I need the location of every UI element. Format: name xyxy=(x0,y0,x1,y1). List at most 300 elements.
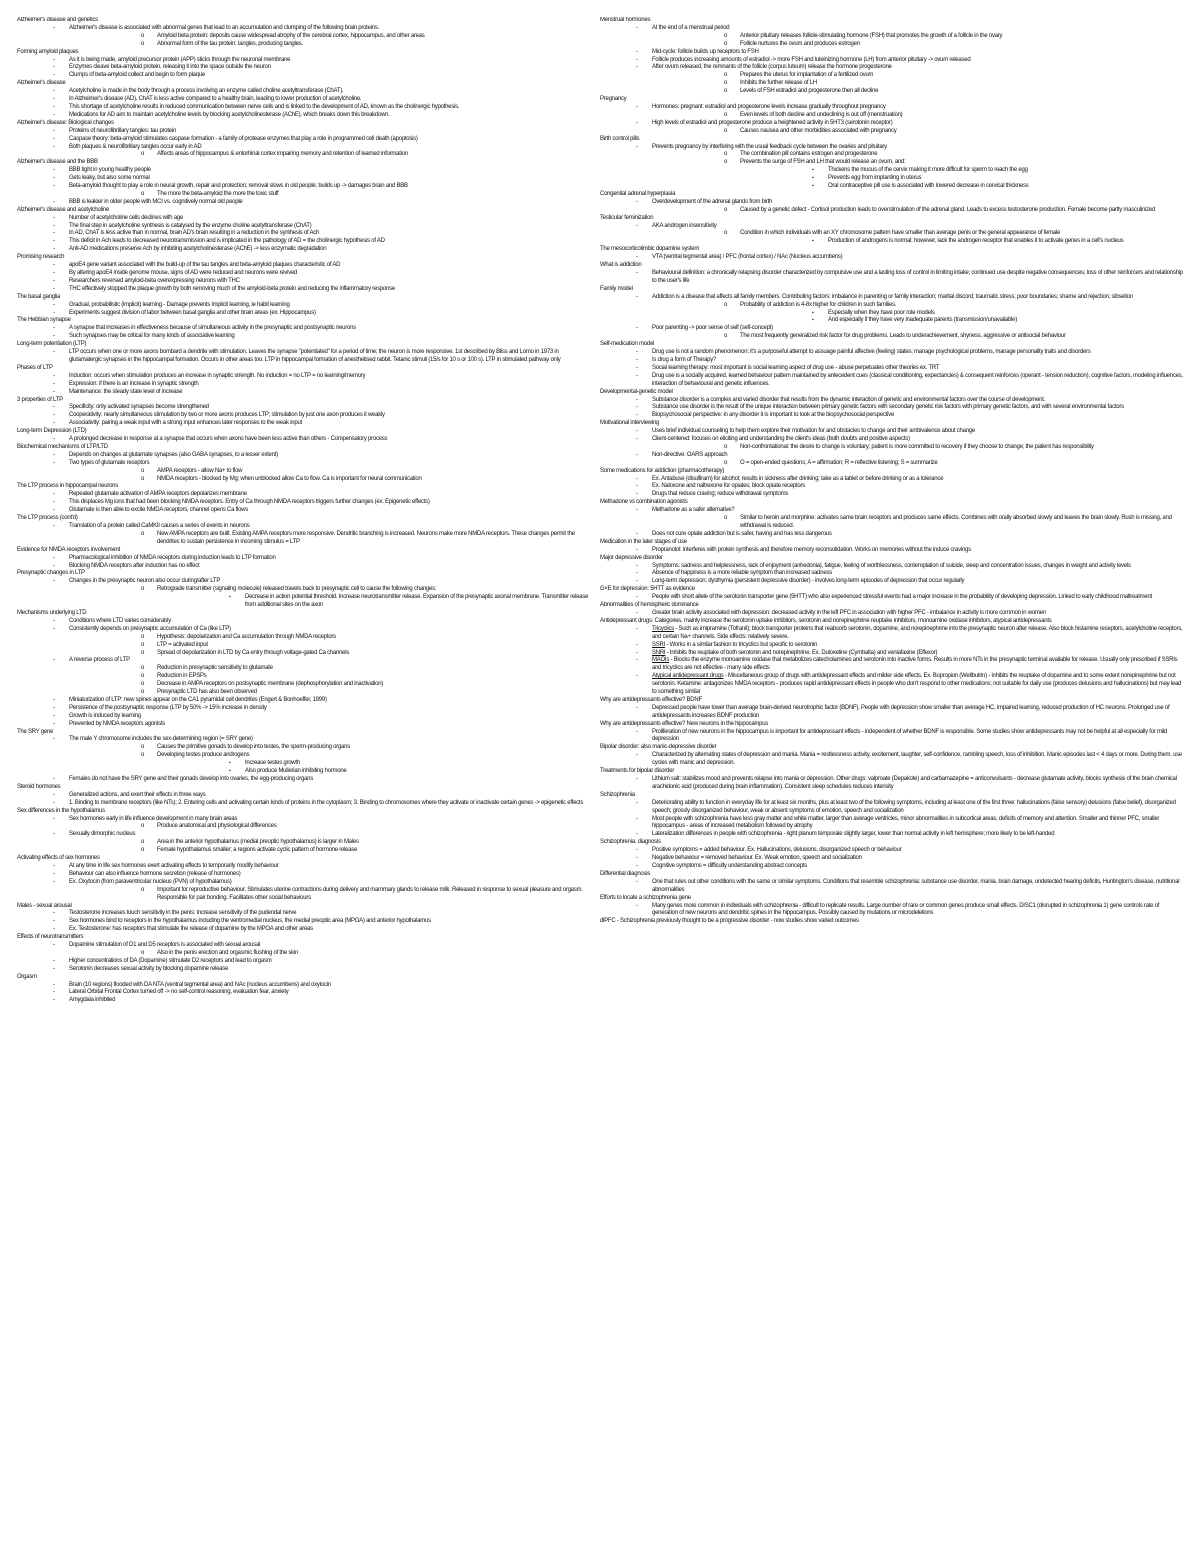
section-heading xyxy=(17,397,592,405)
item-text: Dopamine stimulation of D1 and D5 receptors is associated with sexual arousal xyxy=(69,942,261,949)
item-text: LTP occurs when one or more axons bombard a dendrite with stimulation. Leaves the synapse "potentiated" for a period of time; the neuron is more responsive. 1st described by Bliss and Lomo in 1973 in glutamatergic synapses in the hippocampal formation. Occurs in other areas too. LTP in hippocampal formation of anesthetised rabbit. Tetanic stimuli (15/s for 10 s or 100 s). LTP in stimulated pathway only xyxy=(69,349,561,363)
section-heading xyxy=(600,539,1183,547)
item-text: Presynaptic LTD has also been observed xyxy=(157,689,257,696)
list-item xyxy=(17,626,592,634)
item-text: 3 properties of LTP xyxy=(17,396,63,403)
item-text: Motivational interviewing xyxy=(600,420,660,427)
item-text: Increase testes growth xyxy=(245,760,300,767)
item-text: - Inhibits the reuptake of both serotonin and norepinephrine. Ex. Duloxetine (Cymbalta) and venlafaxine (Effexor) xyxy=(665,649,938,656)
item-text: Substance use disorder is the result of the unique interaction between primary genetic factors with secondary genetic risk factors with primary genetic factors, and with several environmental factors xyxy=(652,404,1124,411)
list-item xyxy=(17,800,592,808)
item-text: Reduction in presynaptic sensitivity to glutamate xyxy=(157,665,273,672)
section-heading xyxy=(17,808,592,816)
item-text: Biochemical mechanisms of LTP/LTD xyxy=(17,443,108,450)
list-item xyxy=(600,816,1183,832)
list-item xyxy=(600,428,1183,436)
underlined-term: Atypical antidepressant drugs xyxy=(652,673,724,680)
item-text: Activating effects of sex hormones xyxy=(17,855,100,862)
list-item xyxy=(17,404,592,412)
item-text: Higher concentrations of DA (Dopamine) stimulate D2 receptors and lead to orgasm xyxy=(69,957,272,964)
item-text: Long-term potentiation (LTP) xyxy=(17,341,87,348)
list-item xyxy=(600,49,1183,57)
item-text: Some medications for addiction (pharmacotherapy) xyxy=(600,467,725,474)
list-item xyxy=(600,373,1183,389)
item-text: Conditions where LTD varies considerably xyxy=(69,617,171,624)
item-text: Gradual, probabilistic (implicit) learning - Damage prevents implicit learning, ie habit learning xyxy=(69,301,290,308)
item-text: dlPFC - Schizophrenia previously thought to be a progressive disorder - now studies show varied outcomes xyxy=(600,918,859,925)
list-item xyxy=(17,586,592,594)
list-item xyxy=(17,199,592,207)
section-heading xyxy=(600,389,1183,397)
list-item xyxy=(17,752,592,760)
list-item xyxy=(600,444,1183,452)
list-item xyxy=(600,879,1183,895)
item-text: Area in the anterior hypothalamus (medial preoptic hypothalamus) is larger in Males xyxy=(157,839,359,846)
item-text: Differential diagnosis xyxy=(600,870,651,877)
section-heading xyxy=(600,555,1183,563)
item-text: The LTP process (cont'd) xyxy=(17,515,78,522)
list-item xyxy=(17,468,592,476)
list-item xyxy=(600,310,1183,318)
section-heading xyxy=(17,341,592,349)
list-item xyxy=(600,729,1183,745)
section-heading xyxy=(600,618,1183,626)
item-text: A prolonged decrease in response at a synapse that occurs when axons have been less active than others - Compensatory process xyxy=(69,436,388,443)
item-text: Addiction is a disease that affects all family members. Contributing factors: imbalance in parenting or family interaction; marital discord; traumatic stress; poor boundaries; shame and rejection; sibsetion xyxy=(652,293,1133,300)
list-item xyxy=(17,167,592,175)
section-heading xyxy=(600,839,1183,847)
item-text: Especially when they have poor role models xyxy=(828,309,935,316)
item-text: The more the beta-amyloid the more the toxic stuff xyxy=(157,190,279,197)
section-heading xyxy=(17,934,592,942)
item-text: Females do not have the SRY gene and their gonads develop into ovaries, the egg-producing organs xyxy=(69,776,313,782)
section-heading xyxy=(600,191,1183,199)
item-text: Why are antidepressants effective? BDNF xyxy=(600,696,702,703)
list-item xyxy=(17,942,592,950)
section-heading xyxy=(17,428,592,436)
list-item xyxy=(17,325,592,333)
section-heading xyxy=(17,444,592,452)
item-text: Cognitive symptoms = difficulty understanding abstract concepts xyxy=(652,862,808,869)
item-text: Glutamate is then able to excite NMDA receptors, channel opens Ca flows xyxy=(69,507,249,514)
item-text: G×E for depression: 5HTT as evidence xyxy=(600,586,695,593)
list-item xyxy=(600,120,1183,128)
section-heading xyxy=(17,159,592,167)
list-item xyxy=(17,112,592,120)
list-item xyxy=(17,982,592,990)
section-heading xyxy=(600,602,1183,610)
section-heading xyxy=(600,215,1183,223)
list-item xyxy=(17,523,592,531)
item-text: Males - sexual arousal xyxy=(17,902,72,909)
list-item xyxy=(600,752,1183,768)
item-text: - Such as imipramine (Tofranil); block transporter proteins that reabsorb serotonin, dopamine, and norepinephrine into the presynaptic neuron after release. Also block histamine receptors, acetylcholine receptors, and certain Na+ channels. Side effects: relatively severe. xyxy=(652,625,1183,640)
list-item xyxy=(17,420,592,428)
list-item xyxy=(600,476,1183,484)
item-text: Such synapses may be critical for many kinds of associative learning xyxy=(69,333,235,340)
list-item xyxy=(600,72,1183,80)
item-text: Ex. Antabuse (disulfiram) for alcohol; results in sickness after drinking; take as a tablet or before drinking or as a tolerance xyxy=(652,475,944,482)
list-item xyxy=(600,151,1183,159)
list-item xyxy=(17,128,592,136)
left-column xyxy=(17,17,592,1553)
item-text: Presynaptic changes in LTP xyxy=(17,570,85,577)
list-item xyxy=(17,958,592,966)
section-heading xyxy=(17,483,592,491)
section-heading xyxy=(600,96,1183,104)
list-item xyxy=(17,278,592,286)
list-item xyxy=(17,373,592,381)
item-text: Substance disorder is a complex and varied disorder that results from the dynamic interaction of genetic and environmental factors over the course of development. xyxy=(652,396,1046,403)
item-text: Developing testes produce androgens xyxy=(157,752,250,759)
item-text: A synapse that increases in effectiveness because of simultaneous activity in the presynaptic and postsynaptic neurons xyxy=(69,325,356,332)
list-item xyxy=(600,199,1183,207)
list-item xyxy=(17,871,592,879)
item-text: AMPA receptors - allow Na+ to flow xyxy=(157,467,243,474)
item-text: LTP = activated input xyxy=(157,641,208,648)
item-text: Amyloid beta protein: deposits cause widespread atrophy of the cerebral cortex, hippocampus, and other areas xyxy=(157,32,425,39)
list-item xyxy=(17,657,592,665)
item-text: Alzheimer's disease is associated with abnormal genes that lead to an accumulation and clumping of the following brain proteins. xyxy=(69,24,380,31)
item-text: Medications for AD aim to maintain acetylcholine levels by blocking acetylcholinesterase (AChE), which breaks down this breakdown. xyxy=(69,111,390,118)
section-heading xyxy=(600,768,1183,776)
item-text: Translation of a protein called CaMKII causes a series of events in neurons xyxy=(69,523,250,529)
item-text: Anterior pituitary releases follicle-stimulating hormone (FSH) that promotes the growth of a follicle in the ovary xyxy=(740,32,1003,39)
section-heading xyxy=(600,262,1183,270)
item-text: Generalized actions, and exert their effects in three ways xyxy=(69,791,206,798)
list-item xyxy=(17,183,592,191)
list-item xyxy=(600,404,1183,412)
item-text: apoE4 gene variant associated with the build-up of the tau tangles and beta-amyloid plaques characteristic of AD xyxy=(69,262,341,269)
list-item xyxy=(600,57,1183,65)
list-item xyxy=(600,397,1183,405)
item-text: Oral contraceptive pill use is associated with lowered decrease in cervical thickness xyxy=(828,183,1029,190)
list-item xyxy=(600,412,1183,420)
list-item xyxy=(17,681,592,689)
list-item xyxy=(17,144,592,152)
item-text: Caused by a genetic defect - Cortisol production leads to overstimulation of the adrenal gland. Leads to excess testosterone production. Female become partly masculinized xyxy=(740,206,1156,213)
list-item xyxy=(17,879,592,887)
item-text: Efforts to locate a schizophrenia gene xyxy=(600,894,691,901)
item-text: Birth control pills xyxy=(600,135,640,142)
item-text: Is drug a form of Therapy? xyxy=(652,356,717,363)
list-item xyxy=(17,286,592,294)
item-text: After ovum released, the remnants of the follicle (corpus luteum) release the hormone progesterone xyxy=(652,64,892,71)
list-item xyxy=(17,823,592,831)
list-item xyxy=(600,230,1183,238)
list-item xyxy=(600,831,1183,839)
item-text: Treatments for bipolar disorder xyxy=(600,768,675,775)
list-item xyxy=(17,175,592,183)
item-text: Ex. Testosterone: has receptors that stimulate the release of dopamine by the MPOA and other areas xyxy=(69,926,313,933)
item-text: Depressed people have lower than average brain-derived neurotrophic factor (BDNF). People with depression show smaller than average HC, impaired learning, reduced production of HC neurons. Prolonged use of antidepressants increases BDNF production xyxy=(652,704,1170,719)
list-item xyxy=(17,910,592,918)
item-text: Prevents pregnancy by interfering with the usual feedback cycle between the ovaries and pituitary xyxy=(652,143,887,150)
list-item xyxy=(600,452,1183,460)
item-text: Prevents egg from implanting in uterus xyxy=(828,175,922,182)
item-text: Levels of FSH estradiol and progesterone then all decline xyxy=(740,88,879,95)
list-item xyxy=(17,436,592,444)
item-text: The basal ganglia xyxy=(17,293,61,300)
list-item xyxy=(17,333,592,341)
list-item xyxy=(600,41,1183,49)
list-item xyxy=(17,136,592,144)
item-text: NMDA receptors - blocked by Mg; when unblocked allow Ca to flow. Ca is important for neural communication xyxy=(157,475,422,482)
item-text: Self-medication model xyxy=(600,341,655,348)
list-item xyxy=(17,816,592,824)
item-text: Overdevelopment of the adrenal glands from birth xyxy=(652,198,773,205)
item-text: Non-confrontational: the desire to change is voluntary; patient is more committed to recovery if they choose to change; the patient has responsibility xyxy=(740,443,1094,450)
list-item xyxy=(17,594,592,610)
item-text: Congenital adrenal hyperplasia xyxy=(600,190,676,197)
item-text: Serotonin decreases sexual activity by blocking dopamine release xyxy=(69,965,229,972)
list-item xyxy=(17,555,592,563)
list-item xyxy=(17,705,592,713)
list-item xyxy=(600,254,1183,262)
item-text: Alzheimer's disease and acetylcholine xyxy=(17,206,109,213)
item-text: Alzheimer's disease and genetics xyxy=(17,17,98,23)
item-text: Effects of neurotransmitters xyxy=(17,934,84,941)
item-text: The combination pill contains estrogen and progesterone xyxy=(740,151,878,158)
item-text: Causes the primitive gonads to develop into testes, the sperm-producing organs xyxy=(157,744,350,751)
underlined-term: Tricyclics xyxy=(652,625,674,632)
list-item xyxy=(600,460,1183,468)
item-text: Alzheimer's disease xyxy=(17,80,66,87)
section-heading xyxy=(17,903,592,911)
list-item xyxy=(17,634,592,642)
item-text: The LTP process in hippocampal neurons xyxy=(17,483,119,490)
list-item xyxy=(600,642,1183,650)
list-item xyxy=(17,104,592,112)
item-text: The mesocorticolimbic dopamine system xyxy=(600,246,700,253)
item-text: Promising research xyxy=(17,254,65,261)
item-text: Specificity: only activated synapses become strengthened xyxy=(69,404,209,411)
list-item xyxy=(600,128,1183,136)
item-text: Drug use is a socially acquired, learned behaviour pattern maintained by antecedent cues (classical conditioning, expectancies) & consequent reinforces (operant - tension reduction), cognitive factors, modeling influences, interaction of behavioural and genetic influences. xyxy=(652,372,1183,387)
section-heading xyxy=(600,721,1183,729)
item-text: Retrograde transmitter (signaling molecule) released travels back to presynaptic cell to cause the following changes: xyxy=(157,586,437,593)
list-item xyxy=(17,650,592,658)
item-text: Pregnancy xyxy=(600,96,627,103)
list-item xyxy=(17,230,592,238)
list-item xyxy=(600,159,1183,167)
list-item xyxy=(17,412,592,420)
list-item xyxy=(17,531,592,547)
section-heading xyxy=(17,784,592,792)
item-text: Many genes more common in individuals with schizophrenia - difficult to replicate results. Large number of rare or common genes produce small effects. DISC1 (disrupted in schizophrenia 1) gene controls rate of generation of new neurons and dendritic spines in the hippocampus. Possibly caused by mutations or microdeletions xyxy=(652,902,1160,917)
list-item xyxy=(17,673,592,681)
list-item xyxy=(17,262,592,270)
item-text: BBB tight in young healthy people xyxy=(69,167,151,174)
item-text: Anti-AD medications preserve Ach by inhibiting acetylcholinesterase (AChE) -> less enzymatic degradation xyxy=(69,246,327,253)
item-text: Spread of depolarization in LTD by Ca entry through voltage-gated Ca channels xyxy=(157,649,350,656)
item-text: Pharmacological inhibition of NMDA receptors during induction leads to LTP formation xyxy=(69,554,276,561)
list-item xyxy=(600,80,1183,88)
list-item xyxy=(600,64,1183,72)
item-text: Thickens the mucus of the cervix making it more difficult for sperm to reach the egg xyxy=(828,167,1028,174)
list-item xyxy=(17,88,592,96)
item-text: Changes in the presynaptic neuron also occur during/after LTP xyxy=(69,578,221,585)
list-item xyxy=(600,507,1183,515)
list-item xyxy=(600,333,1183,341)
item-text: Uses brief individual counseling to help them explore their motivation for and obstacles to change and their ambivalence about change xyxy=(652,428,975,435)
list-item xyxy=(600,167,1183,175)
section-heading xyxy=(17,120,592,128)
item-text: One that rules out other conditions with the same or similar symptoms. Conditions that resemble schizophrenia: substance use disorder, mania, brain damage, undetected hearing deficits, Huntington's disease, nutritional abnormalities xyxy=(652,878,1180,893)
list-item xyxy=(600,238,1183,246)
section-heading xyxy=(17,365,592,373)
list-item xyxy=(600,365,1183,373)
list-item xyxy=(600,325,1183,333)
list-item xyxy=(17,776,592,784)
item-text: Positive symptoms = added behaviour. Ex. Hallucinations, delusions, disorganized speech or behaviour xyxy=(652,847,902,854)
item-text: Follicle nurtures the ovum and produces estrogen xyxy=(740,40,860,47)
list-item xyxy=(600,317,1183,325)
item-text: Long-term Depression (LTD) xyxy=(17,428,87,435)
section-heading xyxy=(600,586,1183,594)
list-item xyxy=(600,563,1183,571)
underlined-term: MAOIs xyxy=(652,657,670,664)
item-text: Lateral Orbital Frontal Cortex turned off -> no self-control reasoning, evaluation fear, anxiety xyxy=(69,989,289,996)
list-item xyxy=(600,294,1183,302)
list-item xyxy=(17,270,592,278)
section-heading xyxy=(600,871,1183,879)
list-item xyxy=(600,515,1183,531)
item-text: AKA androgen insensitivity xyxy=(652,222,717,229)
item-text: What is addiction xyxy=(600,262,642,269)
list-item xyxy=(17,721,592,729)
list-item xyxy=(600,33,1183,41)
item-text: Proliferation of new neurons in the hippocampus is important for antidepressant effects - independent of whether BDNF is responsible. Some studies show antidepressants may not be helpful at all especially for mild depression xyxy=(652,728,1167,743)
item-text: Sex hormones early in life influence development in many brain areas xyxy=(69,815,238,822)
list-item xyxy=(17,507,592,515)
section-heading xyxy=(17,547,592,555)
list-item xyxy=(17,713,592,721)
item-text: 1. Binding to membrane receptors (like NTs); 2. Entering cells and activating certain kinds of proteins in the cytoplasm; 3. Binding to chromosomes where they activate or inactivate certain genes -> epigenetic effects xyxy=(69,799,584,806)
item-text: Schizophrenia xyxy=(600,791,635,798)
item-text: Phases of LTP xyxy=(17,364,53,371)
section-heading xyxy=(600,499,1183,507)
item-text: The male Y chromosome includes the sex-determining region (= SRY gene) xyxy=(69,736,253,743)
item-text: Induction: occurs when stimulation produces an increase in synaptic strength. No induction = no LTP = no learning/memory xyxy=(69,372,366,379)
list-item xyxy=(17,381,592,389)
item-text: At any time in life sex hormones exert activating effects to temporarily modify behaviour xyxy=(69,862,279,869)
item-text: Non-directive: OARS approach xyxy=(652,451,728,458)
list-item xyxy=(17,25,592,33)
item-text: Enzymes cleave beta-amyloid protein, releasing it into the space outside the neuron xyxy=(69,64,271,71)
item-text: Why are antidepressants effective? New neurons in the hippocampus xyxy=(600,720,769,727)
list-item xyxy=(600,491,1183,499)
list-item xyxy=(17,887,592,903)
item-text: Drugs that reduce craving; reduce withdrawal symptoms xyxy=(652,491,789,498)
item-text: Decrease in action potential threshold. Increase neurotransmitter release. Expansion of the presynaptic axonal membrane. Transmitter release from additional sites on the axon xyxy=(245,594,589,609)
item-text: Prepares the uterus for implantation of a fertilized ovum xyxy=(740,72,874,79)
list-item xyxy=(17,452,592,460)
list-item xyxy=(17,863,592,871)
section-heading xyxy=(600,697,1183,705)
list-item xyxy=(17,989,592,997)
section-heading xyxy=(17,974,592,982)
item-text: People with short allele of the serotonin transporter gene (5HTT) who also experienced stressful events had a major increase in the probability of developing depression. Linked to early childhood maltreatment xyxy=(652,594,1152,601)
list-item xyxy=(600,855,1183,863)
item-text: - Miscellaneous group of drugs with antidepressant effects and milder side effects. Ex. Bupropion (Wellbutrin) - inhibits the reuptake of dopamine and to some extent norepinephrine but not serotonin. Ketamine: antagonizes NMDA receptors - produces rapid antidepressant effects in people who don't respond to other medications; not suitable for daily use (produces delusions and hallucinations) but may lead to something similar xyxy=(652,673,1182,696)
section-heading xyxy=(600,918,1183,926)
item-text: Depends on changes at glutamate synapses (also GABA synapses, to a lesser extent) xyxy=(69,451,278,458)
item-text: Characterized by alternating states of depression and mania. Mania = restlessness activity, excitement, laughter, self-confidence, rambling speech, loss of inhibition. Manic episodes last < 4 days or more. During them, use cycles with manic and depression. xyxy=(652,752,1183,767)
list-item xyxy=(17,792,592,800)
item-text: Follicle produces increasing amounts of estradiol -> more FSH and luteinizing hormone (LH) from anterior pituitary -> ovum released xyxy=(652,56,971,63)
item-text: Growth is induced by learning xyxy=(69,712,141,719)
item-text: Major depressive disorder xyxy=(600,554,663,561)
item-text: Repeated glutamate activation of AMPA receptors depolarizes membrane xyxy=(69,491,247,498)
section-heading xyxy=(600,286,1183,294)
item-text: Medication in the later stages of use xyxy=(600,538,687,545)
item-text: Propranolol: interferes with protein synthesis and therefore memory reconsolidation. Works on memories without the induce cravings xyxy=(652,546,971,553)
section-heading xyxy=(17,17,592,25)
item-text: Lithium salt: stabilizes mood and prevents relapse into mania or depression. Other drugs: valproate (Depakote) and carbamazepine = anticonvulsants - decrease glutamate activity, blocks synthesis of the brain chemical arachidonic acid (produced during brain inflammation). Consistent sleep schedules reduces intensity xyxy=(652,776,1177,790)
item-text: Absence of happiness is a more reliable symptom than increased sadness xyxy=(652,570,832,577)
list-item xyxy=(600,144,1183,152)
section-heading xyxy=(600,744,1183,752)
list-item xyxy=(17,96,592,104)
item-text: - Blocks the enzyme monoamine oxidase that metabolizes catecholamines and serotonin into inactive forms. Results in more NTs in the presynaptic terminal available for release. Usually only prescribed if SSRIs and tricyclics are not effective - many side effects xyxy=(652,657,1178,672)
list-item xyxy=(600,547,1183,555)
item-text: A reverse process of LTP xyxy=(69,657,130,664)
item-text: Miniaturization of LTP: new spines appear on the CA1 pyramidal cell dendrites (Engert & Bonhoeffer, 1999) xyxy=(69,696,327,703)
item-text: Mid-cycle: follicle builds up receptors to FSH xyxy=(652,48,759,55)
item-text: In Alzheimer's disease (AD), ChAT is less active compared to a healthy brain, leading to lower production of acetylcholine. xyxy=(69,96,362,103)
list-item xyxy=(17,831,592,839)
item-text: At the end of a menstrual period xyxy=(652,24,730,31)
list-item xyxy=(17,64,592,72)
list-item xyxy=(17,926,592,934)
list-item xyxy=(17,238,592,246)
item-text: Researchers reversed amyloid-beta overexpressing neurons with THC xyxy=(69,277,240,284)
list-item xyxy=(600,483,1183,491)
list-item xyxy=(600,436,1183,444)
list-item xyxy=(600,594,1183,602)
item-text: New AMPA receptors are built. Existing AMPA receptors more responsive. Dendritic branching is increased. Neurons make more NMDA receptors. These changes permit the dendrites to sustain persistence in incoming stimulus = LTP xyxy=(157,530,575,545)
item-text: Lateralization differences in people with schizophrenia - right planum temporale slightly larger, lower than normal activity in left hemisphere; more likely to be left-handed xyxy=(652,831,1055,838)
list-item xyxy=(17,389,592,397)
section-heading xyxy=(17,570,592,578)
item-text: Abnormal form of the tau protein: tangles, producing tangles. xyxy=(157,40,303,47)
list-item xyxy=(17,744,592,752)
item-text: Inhibits the further release of LH xyxy=(740,80,817,87)
item-text: Produce anatomical and physiological differences xyxy=(157,823,277,830)
list-item xyxy=(17,918,592,926)
list-item xyxy=(17,215,592,223)
item-text: THC effectively stopped the plaque growth by both removing much of the amyloid-beta protein and reducing the inflammatory response xyxy=(69,285,395,292)
item-text: Expression: if there is an increase in synaptic strength xyxy=(69,380,199,387)
item-text: Forming amyloid plaques xyxy=(17,48,79,55)
item-text: Beta-amyloid thought to play a role in neural growth, repair and protection; removal slows in old people; builds up -> damages brain and BBB xyxy=(69,183,408,190)
item-text: Hypothesis: depolarization and Ca accumulation through NMDA receptors xyxy=(157,633,336,640)
item-text: Amygdala inhibited xyxy=(69,997,116,1004)
item-text: Greater brain activity associated with depression: decreased activity in the left PFC in association with higher PFC - imbalance in activity is more common in women xyxy=(652,609,1046,616)
item-text: Important for reproductive behaviour. Stimulates uterine contractions during delivery and mammary glands to release milk. Released in response to sexual pleasure and orgasm. Responsible for pair bonding. Facilitates other social behaviours xyxy=(157,886,583,901)
list-item xyxy=(600,610,1183,618)
item-text: Testosterone increases touch sensitivity in the penis: increase sensitivity of the pudendal nerve xyxy=(69,910,297,917)
item-text: VTA (ventral tegmental area) / PFC (frontal cortex) / NAc (Nucleus accumbens) xyxy=(652,254,843,261)
item-text: Poor parenting -> poor sense of self (self-concept) xyxy=(652,325,773,332)
list-item xyxy=(17,302,592,310)
item-text: Brain (10 regions) flooded with DA NTA (ventral tegmental area) and NAc (nucleus accumbens) and oxytocin xyxy=(69,981,332,988)
item-text: Persistence of the postsynaptic response (LTP by 50% -> 15% increase in density xyxy=(69,704,267,711)
item-text: The Hebbian synapse xyxy=(17,317,71,324)
item-text: The final step in acetylcholine synthesis is catalysed by the enzyme choline acetyltransferase (ChAT) xyxy=(69,222,312,229)
item-text: Testicular feminization xyxy=(600,214,654,221)
